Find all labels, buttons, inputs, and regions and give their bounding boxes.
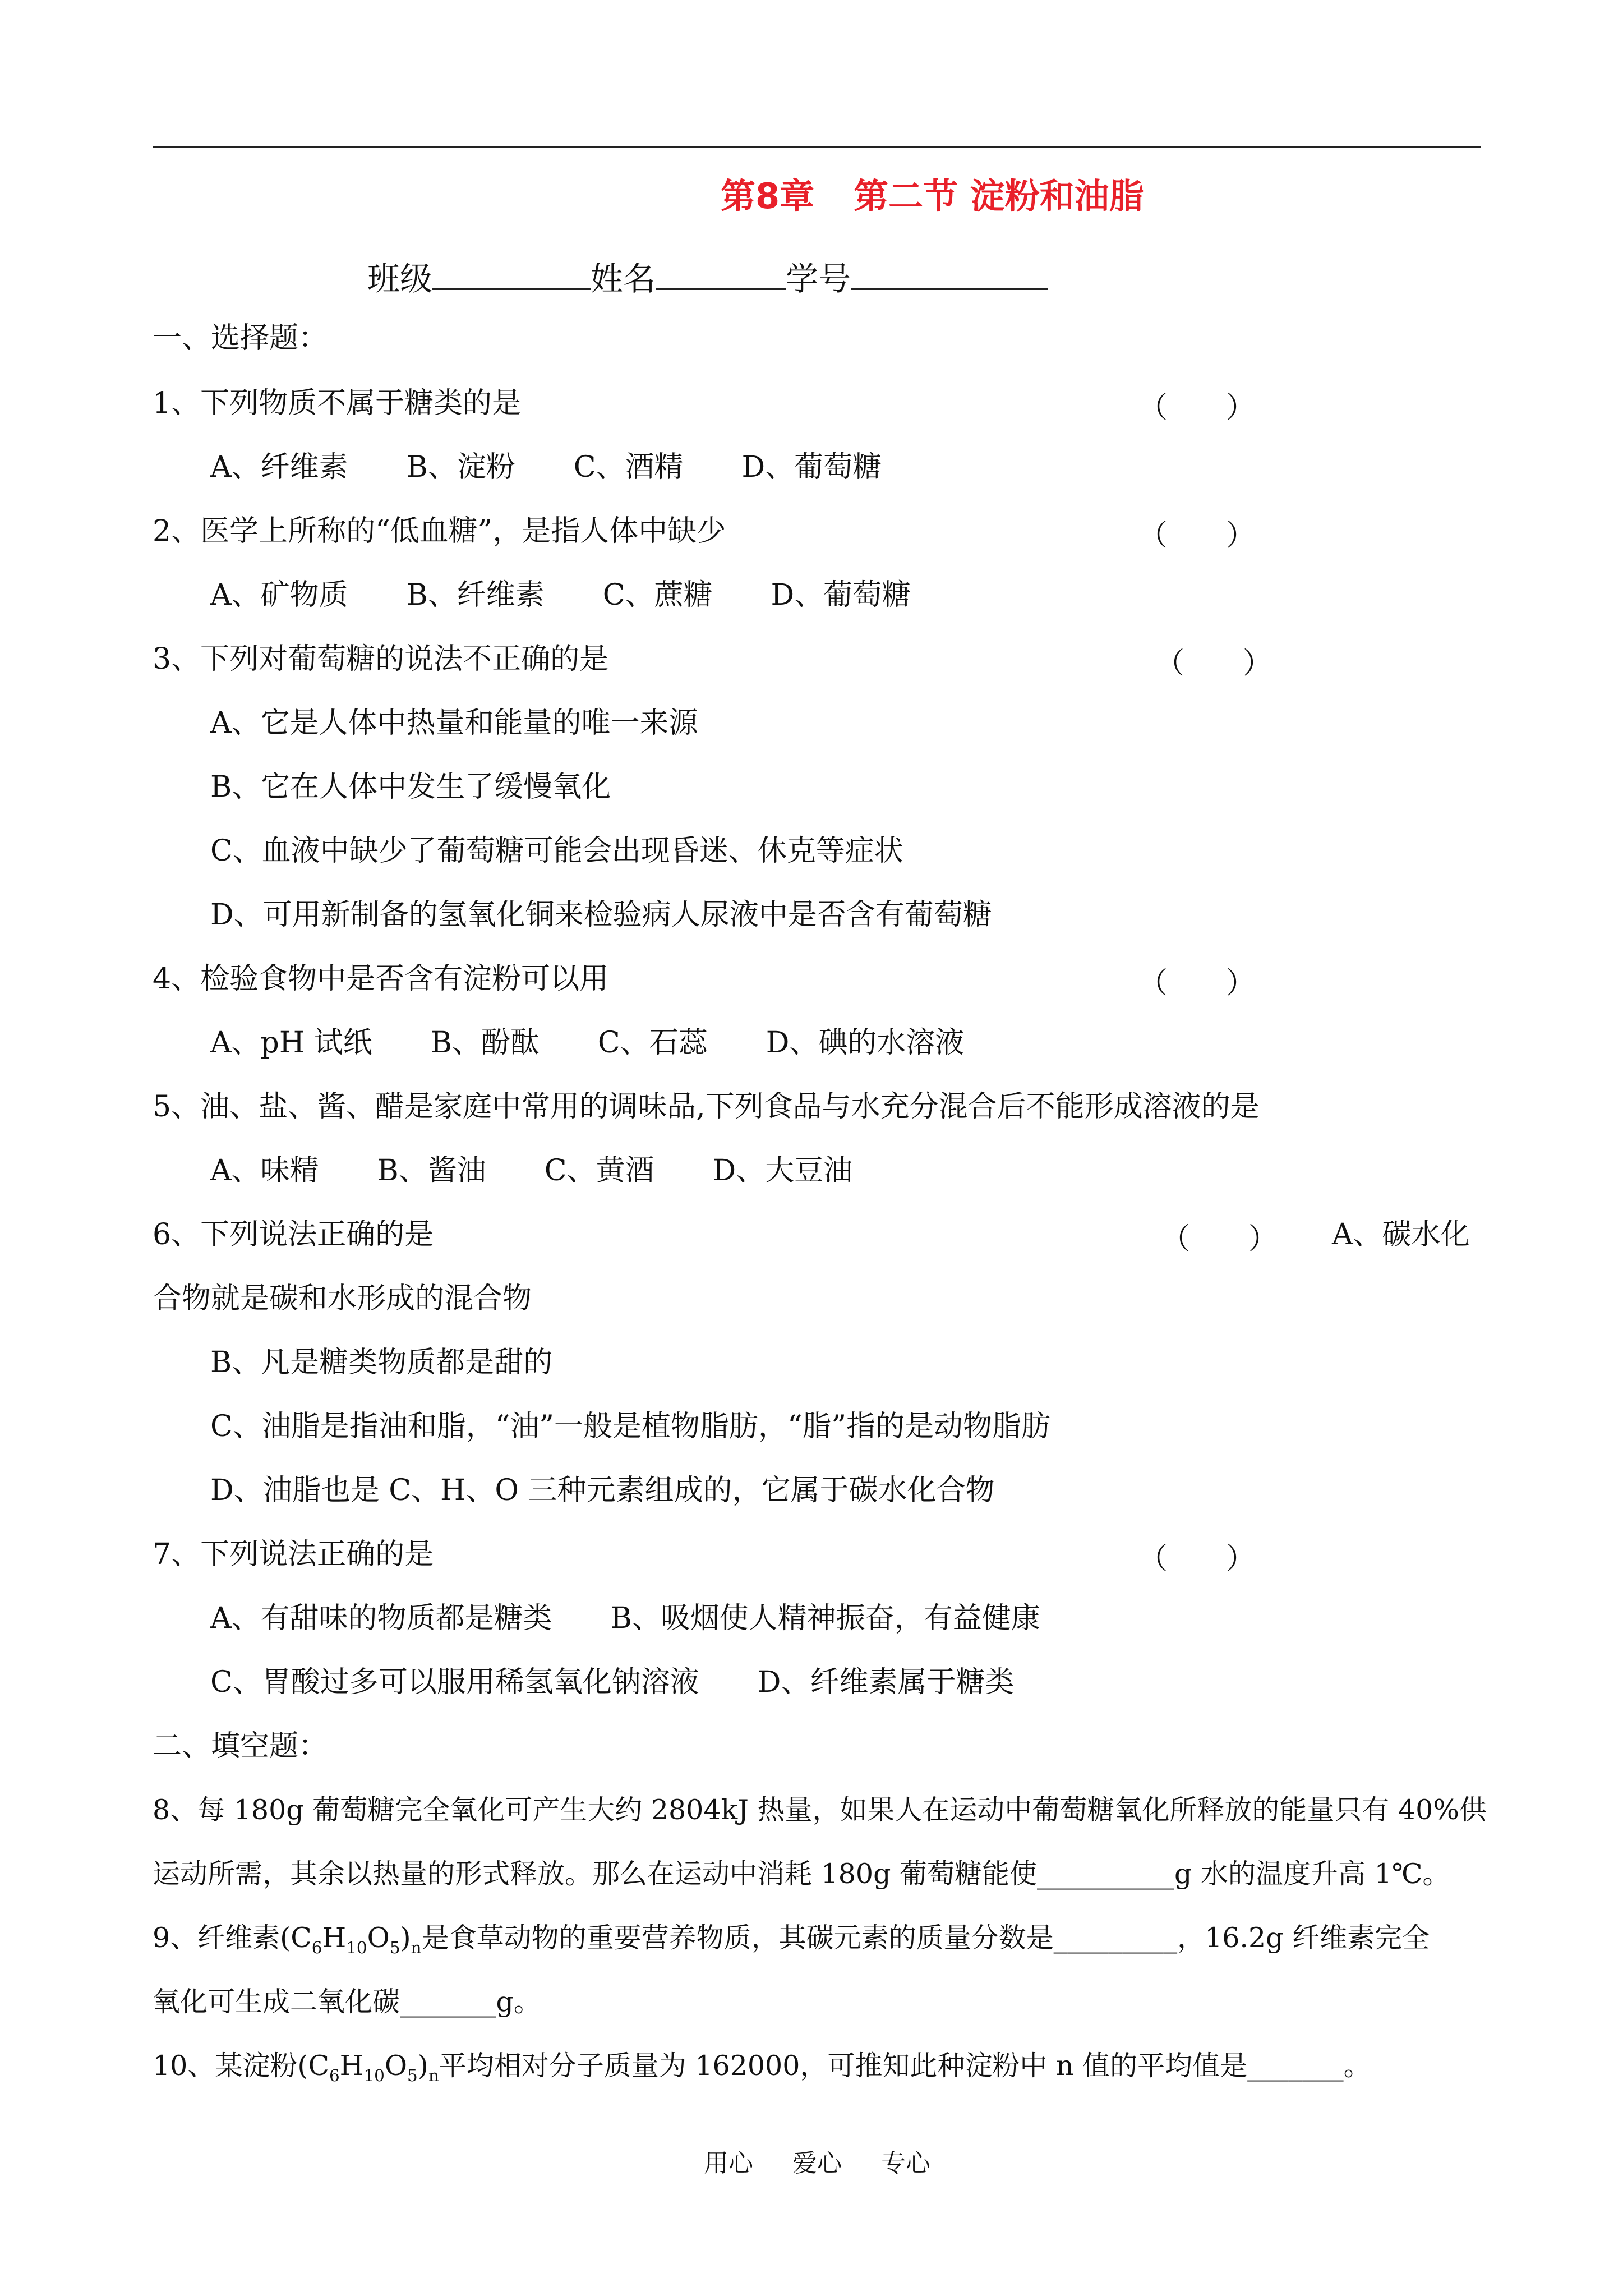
question-2-options: A、矿物质 B、纤维素 C、蔗糖 D、葡萄糖 [210, 578, 911, 612]
q10-sub-3: 5 [407, 2065, 418, 2085]
question-3-option-c: C、血液中缺少了葡萄糖可能会出现昏迷、休克等症状 [210, 834, 903, 868]
question-6-option-b: B、凡是糖类物质都是甜的 [210, 1346, 553, 1379]
question-2-answer-paren[interactable]: （ ） [1138, 519, 1256, 553]
question-3-answer-paren[interactable]: （ ） [1155, 647, 1272, 680]
q10-o: O [384, 2050, 407, 2082]
question-6-answer-paren[interactable]: （ ） [1161, 1222, 1278, 1256]
question-10-line-1 [153, 2046, 1371, 2095]
name-field[interactable] [656, 259, 786, 290]
question-1-options: A、纤维素 B、淀粉 C、酒精 D、葡萄糖 [210, 450, 882, 484]
question-9-line-1 [153, 1918, 1430, 1967]
student-id-label: 学号 [786, 260, 851, 298]
question-5-options: A、味精 B、酱油 C、黄酒 D、大豆油 [210, 1154, 853, 1188]
q9-close: ) [400, 1922, 411, 1954]
q10-h: H [339, 2050, 364, 2082]
question-3-option-d: D、可用新制备的氢氧化铜来检验病人尿液中是否含有葡萄糖 [210, 898, 992, 932]
q10-sub-2: 10 [363, 2065, 385, 2085]
question-7-options-ab: A、有甜味的物质都是糖类 B、吸烟使人精神振奋，有益健康 [210, 1602, 1040, 1635]
question-1-stem: 1、下列物质不属于糖类的是 [153, 386, 522, 420]
question-4-stem: 4、检验食物中是否含有淀粉可以用 [153, 962, 609, 996]
question-3-option-a: A、它是人体中热量和能量的唯一来源 [210, 706, 698, 740]
student-info-row [367, 252, 1048, 300]
student-id-field[interactable] [851, 259, 1048, 290]
question-8-line-1: 8、每 180g 葡萄糖完全氧化可产生大约 2804kJ 热量，如果人在运动中葡萄糖氧化所释放的能量只有 40%供 [153, 1794, 1487, 1826]
q9-sub-3: 5 [389, 1938, 400, 1957]
question-1-answer-paren[interactable]: （ ） [1138, 391, 1256, 425]
question-8-line-2: 运动所需，其余以热量的形式释放。那么在运动中消耗 180g 葡萄糖能使__________g 水的温度升高 1℃。 [153, 1858, 1450, 1890]
header-rule [153, 146, 1481, 148]
question-6-stem: 6、下列说法正确的是 [153, 1218, 434, 1251]
question-3-option-b: B、它在人体中发生了缓慢氧化 [210, 770, 611, 804]
chapter-label: 第8章 [721, 176, 815, 217]
page-title [721, 168, 1144, 218]
q9-text-post: 是食草动物的重要营养物质，其碳元素的质量分数是_________，16.2g 纤维素完全 [421, 1922, 1430, 1954]
class-label: 班级 [367, 260, 433, 298]
q9-o: O [367, 1922, 390, 1954]
footer-motto-3: 专心 [881, 2149, 930, 2178]
q10-close: ) [417, 2050, 428, 2082]
class-field[interactable] [432, 259, 591, 290]
question-7-options-cd: C、胃酸过多可以服用稀氢氧化钠溶液 D、纤维素属于糖类 [210, 1665, 1015, 1699]
question-6-option-c: C、油脂是指油和脂，“油”一般是植物脂肪，“脂”指的是动物脂肪 [210, 1410, 1051, 1443]
question-6-option-d: D、油脂也是 C、H、O 三种元素组成的，它属于碳水化合物 [210, 1474, 995, 1507]
footer-motto-1: 用心 [704, 2149, 753, 2178]
question-4-options: A、pH 试纸 B、酚酞 C、石蕊 D、碘的水溶液 [210, 1026, 965, 1060]
name-label: 姓名 [591, 260, 656, 298]
question-7-answer-paren[interactable]: （ ） [1138, 1542, 1256, 1576]
q9-sub-2: 10 [346, 1938, 367, 1957]
question-2-stem: 2、医学上所称的“低血糖”，是指人体中缺少 [153, 514, 726, 548]
question-4-answer-paren[interactable]: （ ） [1138, 967, 1256, 1000]
q9-sub-n: n [411, 1938, 422, 1957]
question-7-stem: 7、下列说法正确的是 [153, 1538, 434, 1571]
q9-sub-1: 6 [311, 1938, 322, 1957]
section-heading-fill: 二、填空题： [153, 1729, 328, 1763]
question-9-line-2: 氧化可生成二氧化碳_______g。 [153, 1986, 541, 2018]
q9-h: H [322, 1922, 347, 1954]
footer-motto-2: 爱心 [792, 2149, 842, 2178]
q10-text-pre: 10、某淀粉(C [153, 2050, 329, 2082]
question-6-option-a-cont: 合物就是碳和水形成的混合物 [153, 1282, 532, 1315]
question-3-stem: 3、下列对葡萄糖的说法不正确的是 [153, 642, 609, 676]
q10-sub-1: 6 [329, 2065, 340, 2085]
q10-sub-n: n [428, 2065, 439, 2085]
q10-text-post: 平均相对分子质量为 162000，可推知此种淀粉中 n 值的平均值是_______。 [439, 2050, 1371, 2082]
q9-text-pre: 9、纤维素(C [153, 1922, 312, 1954]
page-footer [704, 2143, 930, 2179]
section-heading-choice: 一、选择题： [153, 321, 328, 355]
question-5-stem: 5、油、盐、酱、醋是家庭中常用的调味品,下列食品与水充分混合后不能形成溶液的是 [153, 1090, 1260, 1124]
section-label: 第二节 淀粉和油脂 [854, 176, 1144, 217]
question-6-option-a-start: A、碳水化 [1332, 1218, 1470, 1251]
